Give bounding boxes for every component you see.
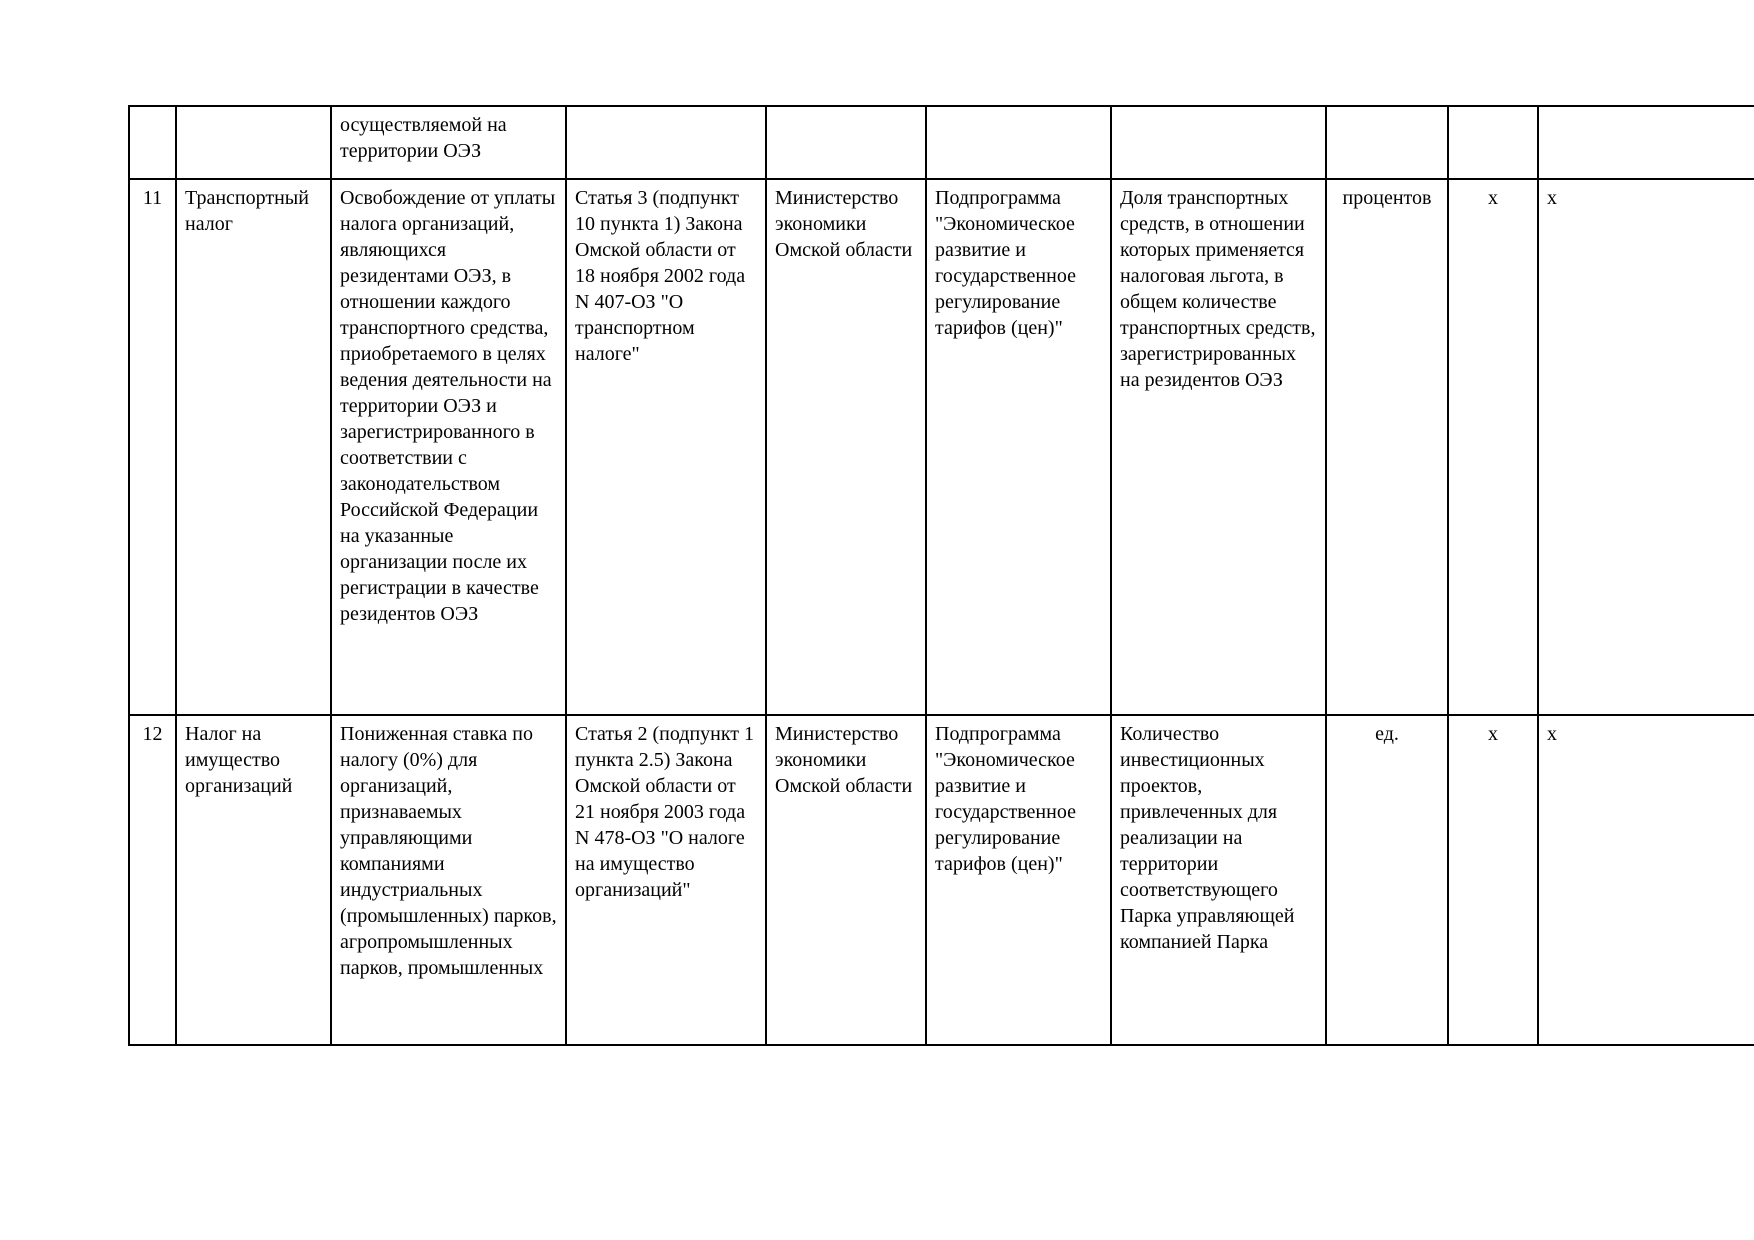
cell-legal-basis: Статья 2 (подпункт 1 пункта 2.5) Закона Омской области от 21 ноября 2003 года N 478-ОЗ "О налоге на имущество организаций" <box>566 715 766 1045</box>
table-row-continuation <box>129 106 1754 179</box>
cell-mark-1: х <box>1448 715 1538 1045</box>
cell-indicator <box>1111 106 1326 179</box>
cell-program: Подпрограмма "Экономическое развитие и государственное регулирование тарифов (цен)" <box>926 715 1111 1045</box>
cell-description: осуществляемой на территории ОЭЗ <box>331 106 566 179</box>
cell-indicator: Количество инвестиционных проектов, привлеченных для реализации на территории соответствующего Парка управляющей компанией Парка <box>1111 715 1326 1045</box>
cell-description: Освобождение от уплаты налога организаций, являющихся резидентами ОЭЗ, в отношении каждого транспортного средства, приобретаемого в целях ведения деятельности на территории ОЭЗ и зарегистрированного в соответствии с законодательством Российской Федерации на указанные организации после их регистрации в качестве резидентов ОЭЗ <box>331 179 566 715</box>
cell-unit: процентов <box>1326 179 1448 715</box>
cell-row-number <box>129 106 176 179</box>
cell-row-number: 12 <box>129 715 176 1045</box>
cell-tax-name: Транспортный налог <box>176 179 331 715</box>
tax-benefits-table <box>128 105 1754 1046</box>
table-row-11 <box>129 179 1754 715</box>
cell-ministry: Министерство экономики Омской области <box>766 715 926 1045</box>
table-row-12 <box>129 715 1754 1045</box>
cell-tax-name <box>176 106 331 179</box>
cell-program: Подпрограмма "Экономическое развитие и государственное регулирование тарифов (цен)" <box>926 179 1111 715</box>
cell-description: Пониженная ставка по налогу (0%) для организаций, признаваемых управляющими компаниями индустриальных (промышленных) парков, агропромышленных парков, промышленных <box>331 715 566 1045</box>
cell-ministry: Министерство экономики Омской области <box>766 179 926 715</box>
cell-mark-2 <box>1538 106 1754 179</box>
cell-indicator: Доля транспортных средств, в отношении которых применяется налоговая льгота, в общем количестве транспортных средств, зарегистрированных на резидентов ОЭЗ <box>1111 179 1326 715</box>
cell-row-number: 11 <box>129 179 176 715</box>
cell-mark-1: х <box>1448 179 1538 715</box>
cell-tax-name: Налог на имущество организаций <box>176 715 331 1045</box>
cell-legal-basis: Статья 3 (подпункт 10 пункта 1) Закона Омской области от 18 ноября 2002 года N 407-ОЗ "О транспортном налоге" <box>566 179 766 715</box>
cell-unit: ед. <box>1326 715 1448 1045</box>
cell-legal-basis <box>566 106 766 179</box>
cell-unit <box>1326 106 1448 179</box>
cell-mark-2: х <box>1538 179 1754 715</box>
cell-mark-2: х <box>1538 715 1754 1045</box>
cell-ministry <box>766 106 926 179</box>
cell-program <box>926 106 1111 179</box>
cell-mark-1 <box>1448 106 1538 179</box>
